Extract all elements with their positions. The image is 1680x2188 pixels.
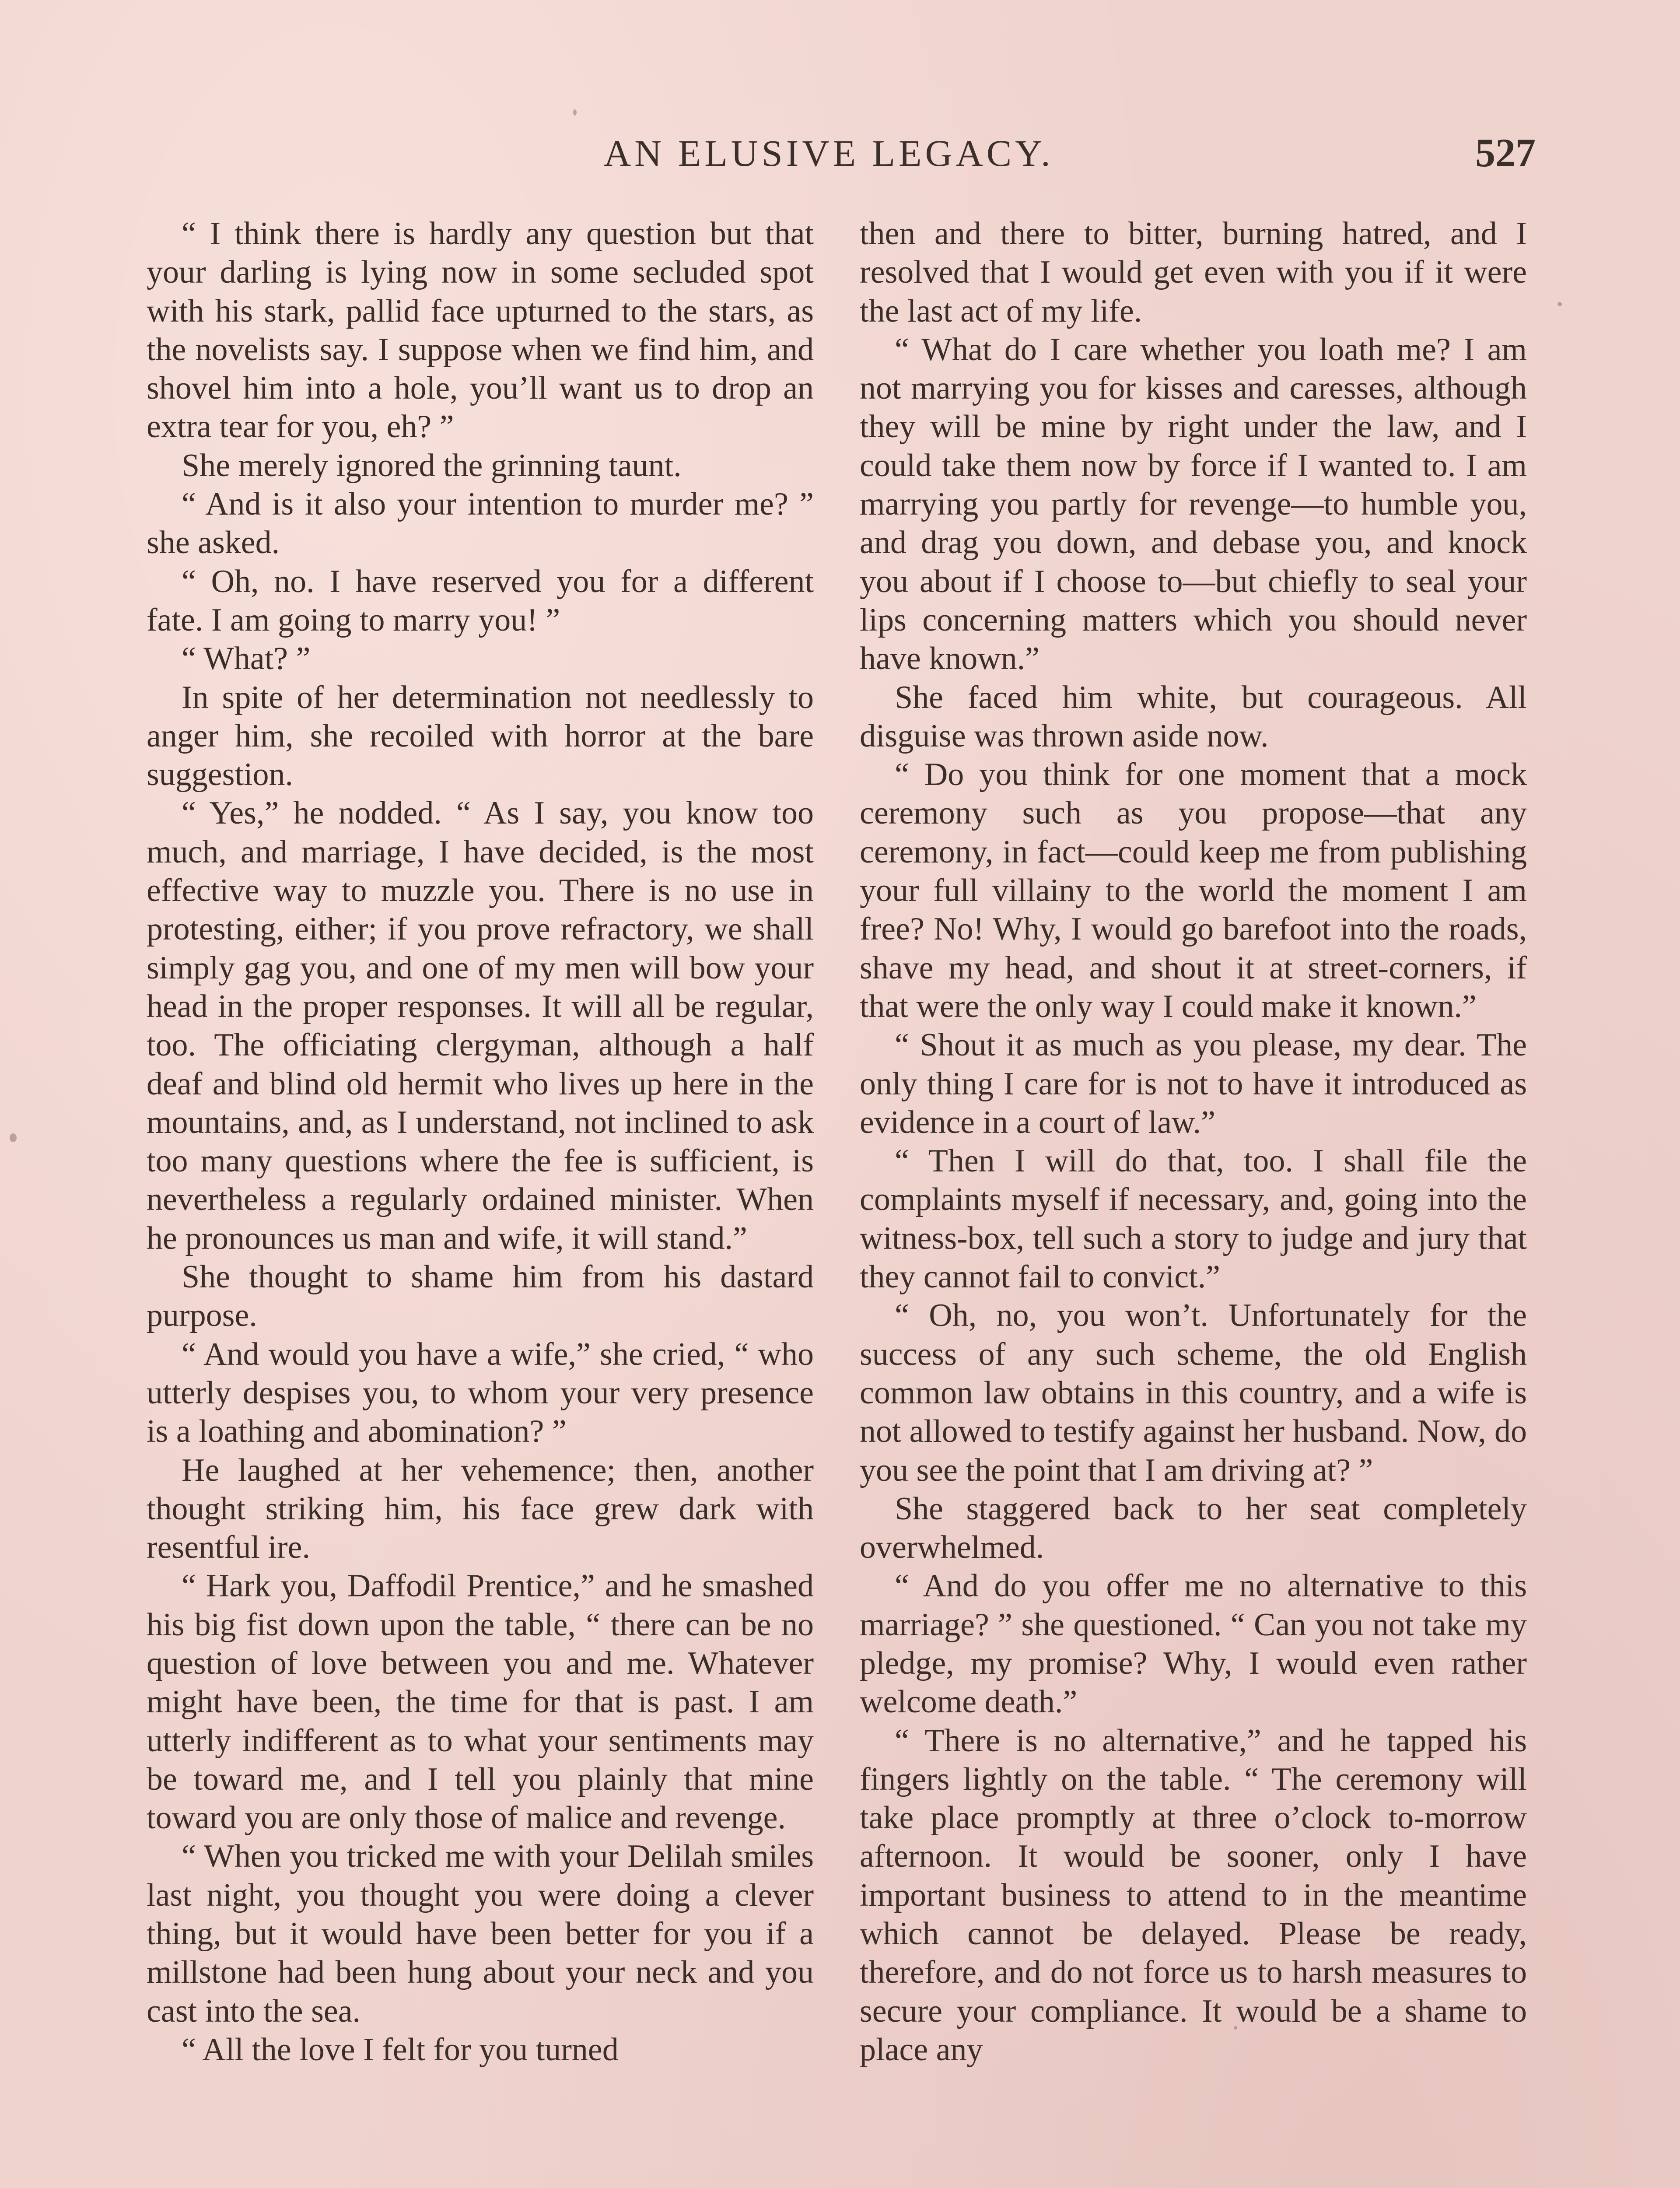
paragraph-continued: then and there to bitter, burning hatred, and I resolved that I would get even with you if it were the last act of my life. <box>860 216 1527 329</box>
paragraph: In spite of her determination not needlessly to anger him, she recoiled with horror at the bare suggestion. <box>147 679 814 793</box>
paragraph: She thought to shame him from his dastard purpose. <box>147 1259 814 1334</box>
paragraph: “ And would you have a wife,” she cried, “ who utterly despises you, to whom your very presence is a loathing and abomination? ” <box>147 1336 814 1450</box>
paper-speck <box>1558 302 1562 306</box>
paragraph: She staggered back to her seat completely overwhelmed. <box>860 1490 1527 1566</box>
left-text-column <box>147 214 814 2188</box>
paragraph: “ And is it also your intention to murder me? ” she asked. <box>147 486 814 561</box>
paper-speck <box>10 1133 17 1142</box>
right-text-column <box>860 214 1527 2188</box>
running-title: AN ELUSIVE LEGACY. <box>604 132 1054 174</box>
paragraph: “ Do you think for one moment that a mock ceremony such as you propose—that any ceremony, in fact—could keep me from publishing your full villainy to the world the moment I am free? No! Why, I would go barefoot into the roads, shave my head, and shout it at street-corners, if that were the only way I could make it known.” <box>860 757 1527 1024</box>
paragraph: She merely ignored the grinning taunt. <box>182 447 682 484</box>
paragraph: “ Oh, no, you won’t. Unfortunately for the success of any such scheme, the old English common law obtains in this country, and a wife is not allowed to testify against her husband. Now, do you see the point that I am driving at? ” <box>860 1297 1527 1488</box>
paragraph: “ I think there is hardly any question but that your darling is lying now in some secluded spot with his stark, pallid face upturned to the stars, as the novelists say. I suppose when we find him, and shovel him into a hole, you’ll want us to drop an extra tear for you, eh? ” <box>147 216 814 445</box>
paragraph: “ When you tricked me with your Delilah smiles last night, you thought you were doing a clever thing, but it would have been better for you if a millstone had been hung about your neck and you cast into the sea. <box>147 1838 814 2029</box>
paragraph: She faced him white, but courageous. All disguise was thrown aside now. <box>860 679 1527 754</box>
paper-speck <box>1234 2026 1237 2030</box>
paragraph: “ Shout it as much as you please, my dear. The only thing I care for is not to have it introduced as evidence in a court of law.” <box>860 1027 1527 1140</box>
page-number: 527 <box>1475 130 1536 175</box>
paragraph: “ There is no alternative,” and he tapped his fingers lightly on the table. “ The ceremony will take place promptly at three o’clock to-morrow afternoon. It would be sooner, only I have important business to attend to in the meantime which cannot be delayed. Please be ready, therefore, and do not force us to harsh measures to secure your compliance. It would be a shame to place any <box>860 1722 1527 2068</box>
paragraph: “ Hark you, Daffodil Prentice,” and he smashed his big fist down upon the table, “ there can be no question of love between you and me. Whatever might have been, the time for that is past. I am utterly indifferent as to what your sentiments may be toward me, and I tell you plainly that mine toward you are only those of malice and revenge. <box>147 1568 814 1836</box>
paper-speck <box>573 109 577 116</box>
paragraph: “ Then I will do that, too. I shall file the complaints myself if necessary, and, going into the witness-box, tell such a story to judge and jury that they cannot fail to convict.” <box>860 1143 1527 1295</box>
paragraph: “ What do I care whether you loath me? I am not marrying you for kisses and caresses, although they will be mine by right under the law, and I could take them now by force if I wanted to. I am marrying you partly for revenge—to humble you, and drag you down, and debase you, and knock you about if I choose to—but chiefly to seal your lips concerning matters which you should never have known.” <box>860 331 1527 677</box>
paragraph: “ Yes,” he nodded. “ As I say, you know too much, and marriage, I have decided, is the most effective way to muzzle you. There is no use in protesting, either; if you prove refractory, we shall simply gag you, and one of my men will bow your head in the proper responses. It will all be regular, too. The officiating clergyman, although a half deaf and blind old hermit who lives up here in the mountains, and, as I understand, not inclined to ask too many questions where the fee is sufficient, is nevertheless a regularly ordained minister. When he pronounces us man and wife, it will stand.” <box>147 795 814 1256</box>
paragraph: “ All the love I felt for you turned <box>182 2031 619 2068</box>
paragraph: “ And do you offer me no alternative to this marriage? ” she questioned. “ Can you not take my pledge, my promise? Why, I would even rather welcome death.” <box>860 1568 1527 1720</box>
paragraph: He laughed at her vehemence; then, another thought striking him, his face grew dark with resentful ire. <box>147 1452 814 1566</box>
paragraph: “ Oh, no. I have reserved you for a different fate. I am going to marry you! ” <box>147 563 814 638</box>
paragraph: “ What? ” <box>182 641 311 677</box>
